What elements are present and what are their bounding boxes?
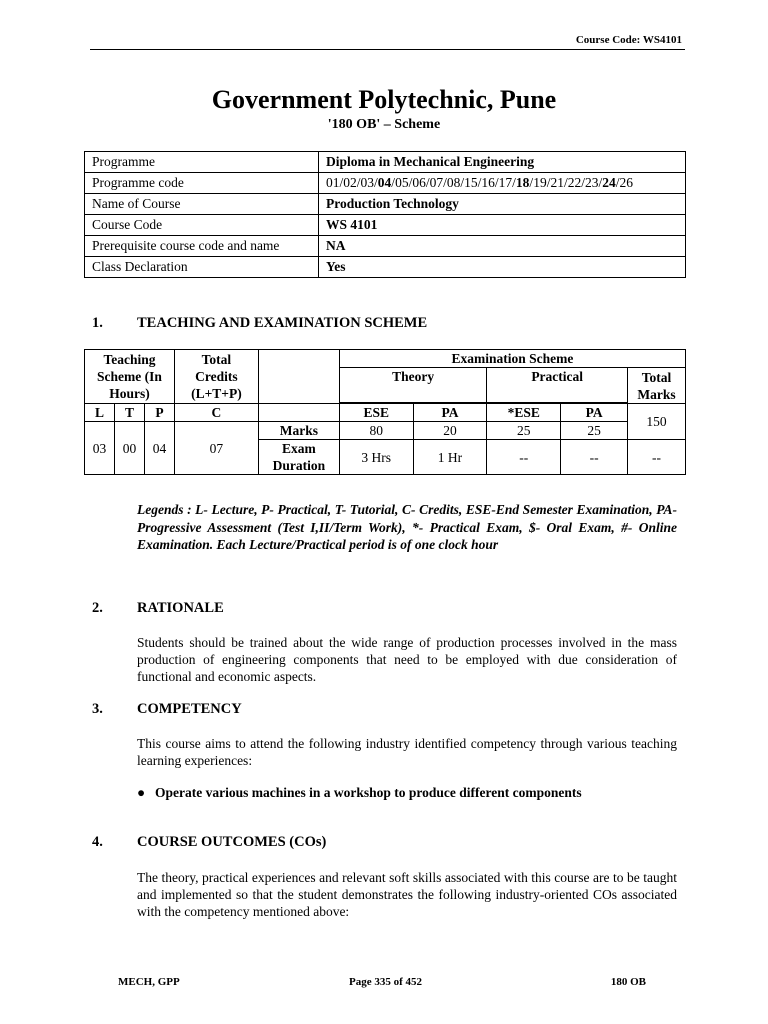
section-heading-2 <box>0 600 768 620</box>
section-number: 4. <box>92 834 103 850</box>
info-key: Class Declaration <box>85 257 319 278</box>
practical-header: Practical <box>487 368 628 403</box>
exam-duration-text: Exam Duration <box>272 441 326 473</box>
scheme-table <box>84 349 686 475</box>
programme-code: 08 <box>446 175 461 190</box>
code-separator: / <box>494 175 499 190</box>
table-row <box>85 173 686 194</box>
programme-code: 19 <box>533 175 547 190</box>
total-marks-label: Total Marks <box>637 369 676 402</box>
programme-code: 23 <box>584 175 599 190</box>
programme-code: 22 <box>567 175 582 190</box>
exam-duration-label <box>258 440 339 475</box>
info-key: Programme code <box>85 173 319 194</box>
t-header: T <box>114 404 144 422</box>
rationale-text: Students should be trained about the wide range of production processes involved in the mass production of engineering components that need to be employed with due consideration of functional and economic aspects. <box>137 635 677 684</box>
course-info-table <box>84 151 686 278</box>
total-marks-header <box>628 368 686 404</box>
table-row <box>85 194 686 215</box>
practical-ese-header: *ESE <box>487 404 561 422</box>
info-key: Name of Course <box>85 194 319 215</box>
code-separator: / <box>477 175 482 190</box>
c-value: 07 <box>174 422 258 475</box>
programme-code: 17 <box>498 175 513 190</box>
practical-pa-marks: 25 <box>561 422 628 440</box>
programme-code: 03 <box>360 175 375 190</box>
marks-label: Marks <box>258 422 339 440</box>
programme-code: 21 <box>550 175 564 190</box>
table-row <box>85 404 686 422</box>
teaching-scheme-header <box>85 350 175 404</box>
info-value: Yes <box>319 257 686 278</box>
practical-ese-marks: 25 <box>487 422 561 440</box>
practical-pa-header: PA <box>561 404 628 422</box>
table-row <box>85 236 686 257</box>
total-credits-label: Total Credits (L+T+P) <box>191 352 242 401</box>
section-number: 3. <box>92 701 103 717</box>
programme-code: 24 <box>602 175 616 190</box>
section-heading-4 <box>0 834 768 854</box>
programme-code: 15 <box>464 175 478 190</box>
code-separator: / <box>374 175 378 190</box>
code-separator: / <box>443 175 447 190</box>
code-separator: / <box>460 175 465 190</box>
programme-codes-value <box>319 173 686 194</box>
code-separator: / <box>408 175 413 190</box>
programme-code: 01 <box>326 175 340 190</box>
code-separator: / <box>512 175 516 190</box>
info-value: NA <box>319 236 686 257</box>
programme-code: 26 <box>619 175 634 190</box>
programme-code: 02 <box>343 175 357 190</box>
header-course-code: Course Code: WS4101 <box>575 34 682 46</box>
competency-bullet-item <box>137 785 582 801</box>
teaching-scheme-label: Teaching Scheme (In Hours) <box>97 352 162 401</box>
footer-right: 180 OB <box>610 976 646 988</box>
outcomes-intro: The theory, practical experiences and relevant soft skills associated with this course are to be taught and implemented so that the student demonstrates the following industry-oriented COs associated with the competency mentioned above: <box>137 870 677 919</box>
section-title: TEACHING AND EXAMINATION SCHEME <box>137 315 428 331</box>
info-key: Course Code <box>85 215 319 236</box>
info-key: Programme <box>85 152 319 173</box>
programme-code: 06 <box>412 175 426 190</box>
exam-scheme-header: Examination Scheme <box>339 350 685 368</box>
table-row <box>85 350 686 368</box>
c-header: C <box>174 404 258 422</box>
code-separator: / <box>563 175 568 190</box>
code-separator: / <box>339 175 344 190</box>
practical-pa-duration: -- <box>561 440 628 475</box>
page-subtitle: '180 OB' – Scheme <box>327 117 441 132</box>
code-separator: / <box>425 175 430 190</box>
pa-header: PA <box>413 404 487 422</box>
l-value: 03 <box>85 422 115 475</box>
table-row <box>85 152 686 173</box>
total-marks-value: 150 <box>628 404 686 440</box>
ese-marks: 80 <box>339 422 413 440</box>
code-separator: / <box>391 175 396 190</box>
code-separator: / <box>581 175 585 190</box>
total-duration: -- <box>628 440 686 475</box>
code-separator: / <box>598 175 603 190</box>
table-row <box>85 257 686 278</box>
info-value: Diploma in Mechanical Engineering <box>319 152 686 173</box>
section-number: 1. <box>92 315 103 331</box>
page-title: Government Polytechnic, Pune <box>211 85 557 114</box>
blank-header-cell <box>258 350 339 404</box>
pa-duration: 1 Hr <box>413 440 487 475</box>
section-heading-1 <box>0 315 768 335</box>
theory-header: Theory <box>339 368 487 403</box>
info-value: Production Technology <box>319 194 686 215</box>
competency-intro: This course aims to attend the following industry identified competency through various teaching learning experiences: <box>137 736 677 768</box>
blank-cell <box>258 404 339 422</box>
t-value: 00 <box>114 422 144 475</box>
section-heading-3 <box>0 701 768 721</box>
programme-code: 07 <box>429 175 444 190</box>
programme-code: 16 <box>481 175 495 190</box>
bullet-icon: ● <box>137 785 146 800</box>
code-separator: / <box>529 175 534 190</box>
code-separator: / <box>356 175 361 190</box>
ese-header: ESE <box>339 404 413 422</box>
header-divider <box>90 49 685 50</box>
section-title: COMPETENCY <box>137 701 242 717</box>
ese-duration: 3 Hrs <box>339 440 413 475</box>
code-separator: / <box>615 175 620 190</box>
info-value: WS 4101 <box>319 215 686 236</box>
total-credits-header <box>174 350 258 404</box>
programme-code: 05 <box>395 175 409 190</box>
competency-bullet-text: Operate various machines in a workshop to produce different components <box>155 785 582 800</box>
section-title: RATIONALE <box>137 600 224 616</box>
practical-ese-duration: -- <box>487 440 561 475</box>
code-separator: / <box>546 175 551 190</box>
p-header: P <box>144 404 174 422</box>
l-header: L <box>85 404 115 422</box>
table-row <box>85 215 686 236</box>
info-key: Prerequisite course code and name <box>85 236 319 257</box>
footer-left: MECH, GPP <box>118 976 180 988</box>
programme-code: 18 <box>515 175 530 190</box>
pa-marks: 20 <box>413 422 487 440</box>
p-value: 04 <box>144 422 174 475</box>
table-row <box>85 422 686 440</box>
programme-code: 04 <box>377 175 392 190</box>
footer-page-number: Page 335 of 452 <box>349 976 423 988</box>
section-number: 2. <box>92 600 103 616</box>
legend-text: Legends : L- Lecture, P- Practical, T- Tutorial, C- Credits, ESE-End Semester Examination, PA- Progressive Assessment (Test I,II/Term Work), *- Practical Exam, $- Oral Exam, #- Online Examination. Each Lecture/Practical period is of one clock hour <box>137 502 677 552</box>
section-title: COURSE OUTCOMES (COs) <box>137 834 327 850</box>
